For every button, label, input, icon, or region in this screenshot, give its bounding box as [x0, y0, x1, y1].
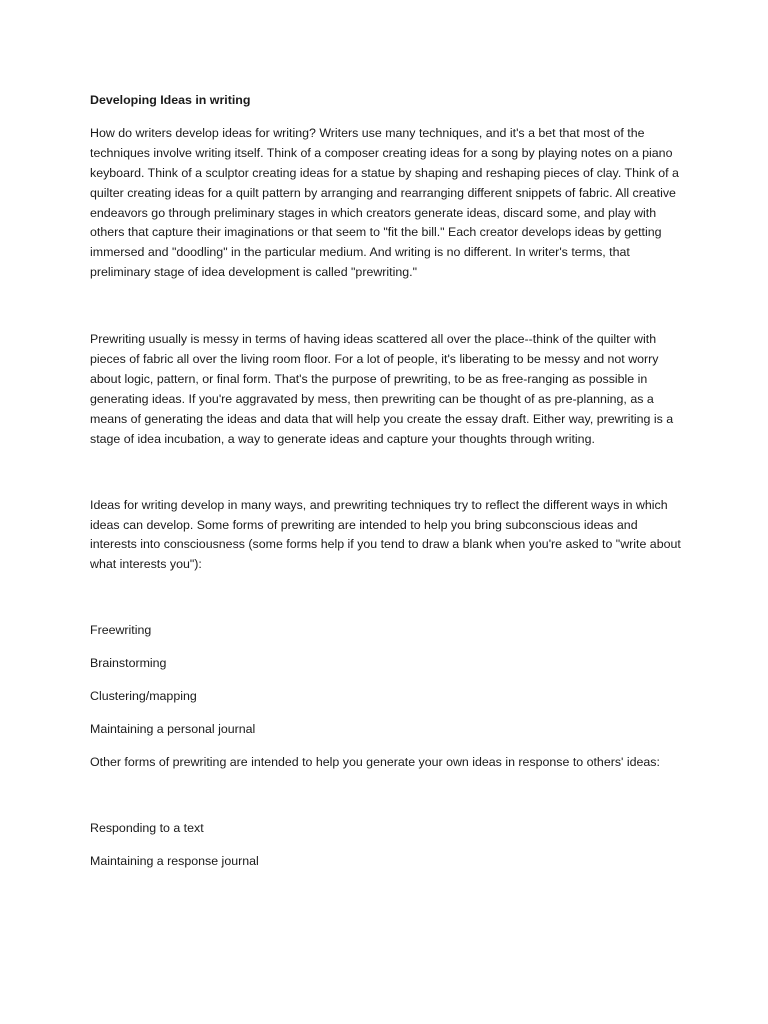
- paragraph-ideas-develop: Ideas for writing develop in many ways, and prewriting techniques try to reflect the different ways in which ideas can develop. Some forms of prewriting are intended to help you bring subconscious ideas and interests into consciousness (some forms help if you tend to draw a blank when you're asked to "write about what interests you"):: [90, 497, 681, 572]
- list-item-response-journal: Maintaining a response journal: [90, 853, 259, 868]
- list-item-responding-text: Responding to a text: [90, 820, 204, 835]
- paragraph-prewriting-messy: Prewriting usually is messy in terms of having ideas scattered all over the place--think of the quilter with pieces of fabric all over the living room floor. For a lot of people, it's liberating to be messy and not worry about logic, pattern, or final form. That's the purpose of prewriting, to be as free-ranging as possible in generating ideas. If you're aggravated by mess, then prewriting can be thought of as pre-planning, as a means of generating the ideas and data that will help you create the essay draft. Either way, prewriting is a stage of idea incubation, a way to generate ideas and capture your thoughts through writing.: [90, 332, 674, 446]
- paragraph-intro: How do writers develop ideas for writing? Writers use many techniques, and it's a bet that most of the techniques involve writing itself. Think of a composer creating ideas for a song by playing notes on a piano keyboard. Think of a sculptor creating ideas for a statue by shaping and reshaping pieces of clay. Think of a quilter creating ideas for a quilt pattern by arranging and rearranging different snippets of fabric. All creative endeavors go through preliminary stages in which creators generate ideas, discard some, and play with others that capture their imaginations or that seem to "fit the bill." Each creator develops ideas by getting immersed and "doodling" in the particular medium. And writing is no different. In writer's terms, that preliminary stage of idea development is called "prewriting.": [90, 125, 679, 280]
- list-item-clustering: Clustering/mapping: [90, 689, 197, 704]
- list-item-brainstorming: Brainstorming: [90, 656, 167, 671]
- document-page: [90, 91, 682, 885]
- list-item-freewriting: Freewriting: [90, 623, 152, 638]
- paragraph-other-forms: Other forms of prewriting are intended to help you generate your own ideas in response to others' ideas:: [90, 754, 660, 769]
- document-title: Developing Ideas in writing: [90, 93, 251, 107]
- list-item-personal-journal: Maintaining a personal journal: [90, 721, 256, 736]
